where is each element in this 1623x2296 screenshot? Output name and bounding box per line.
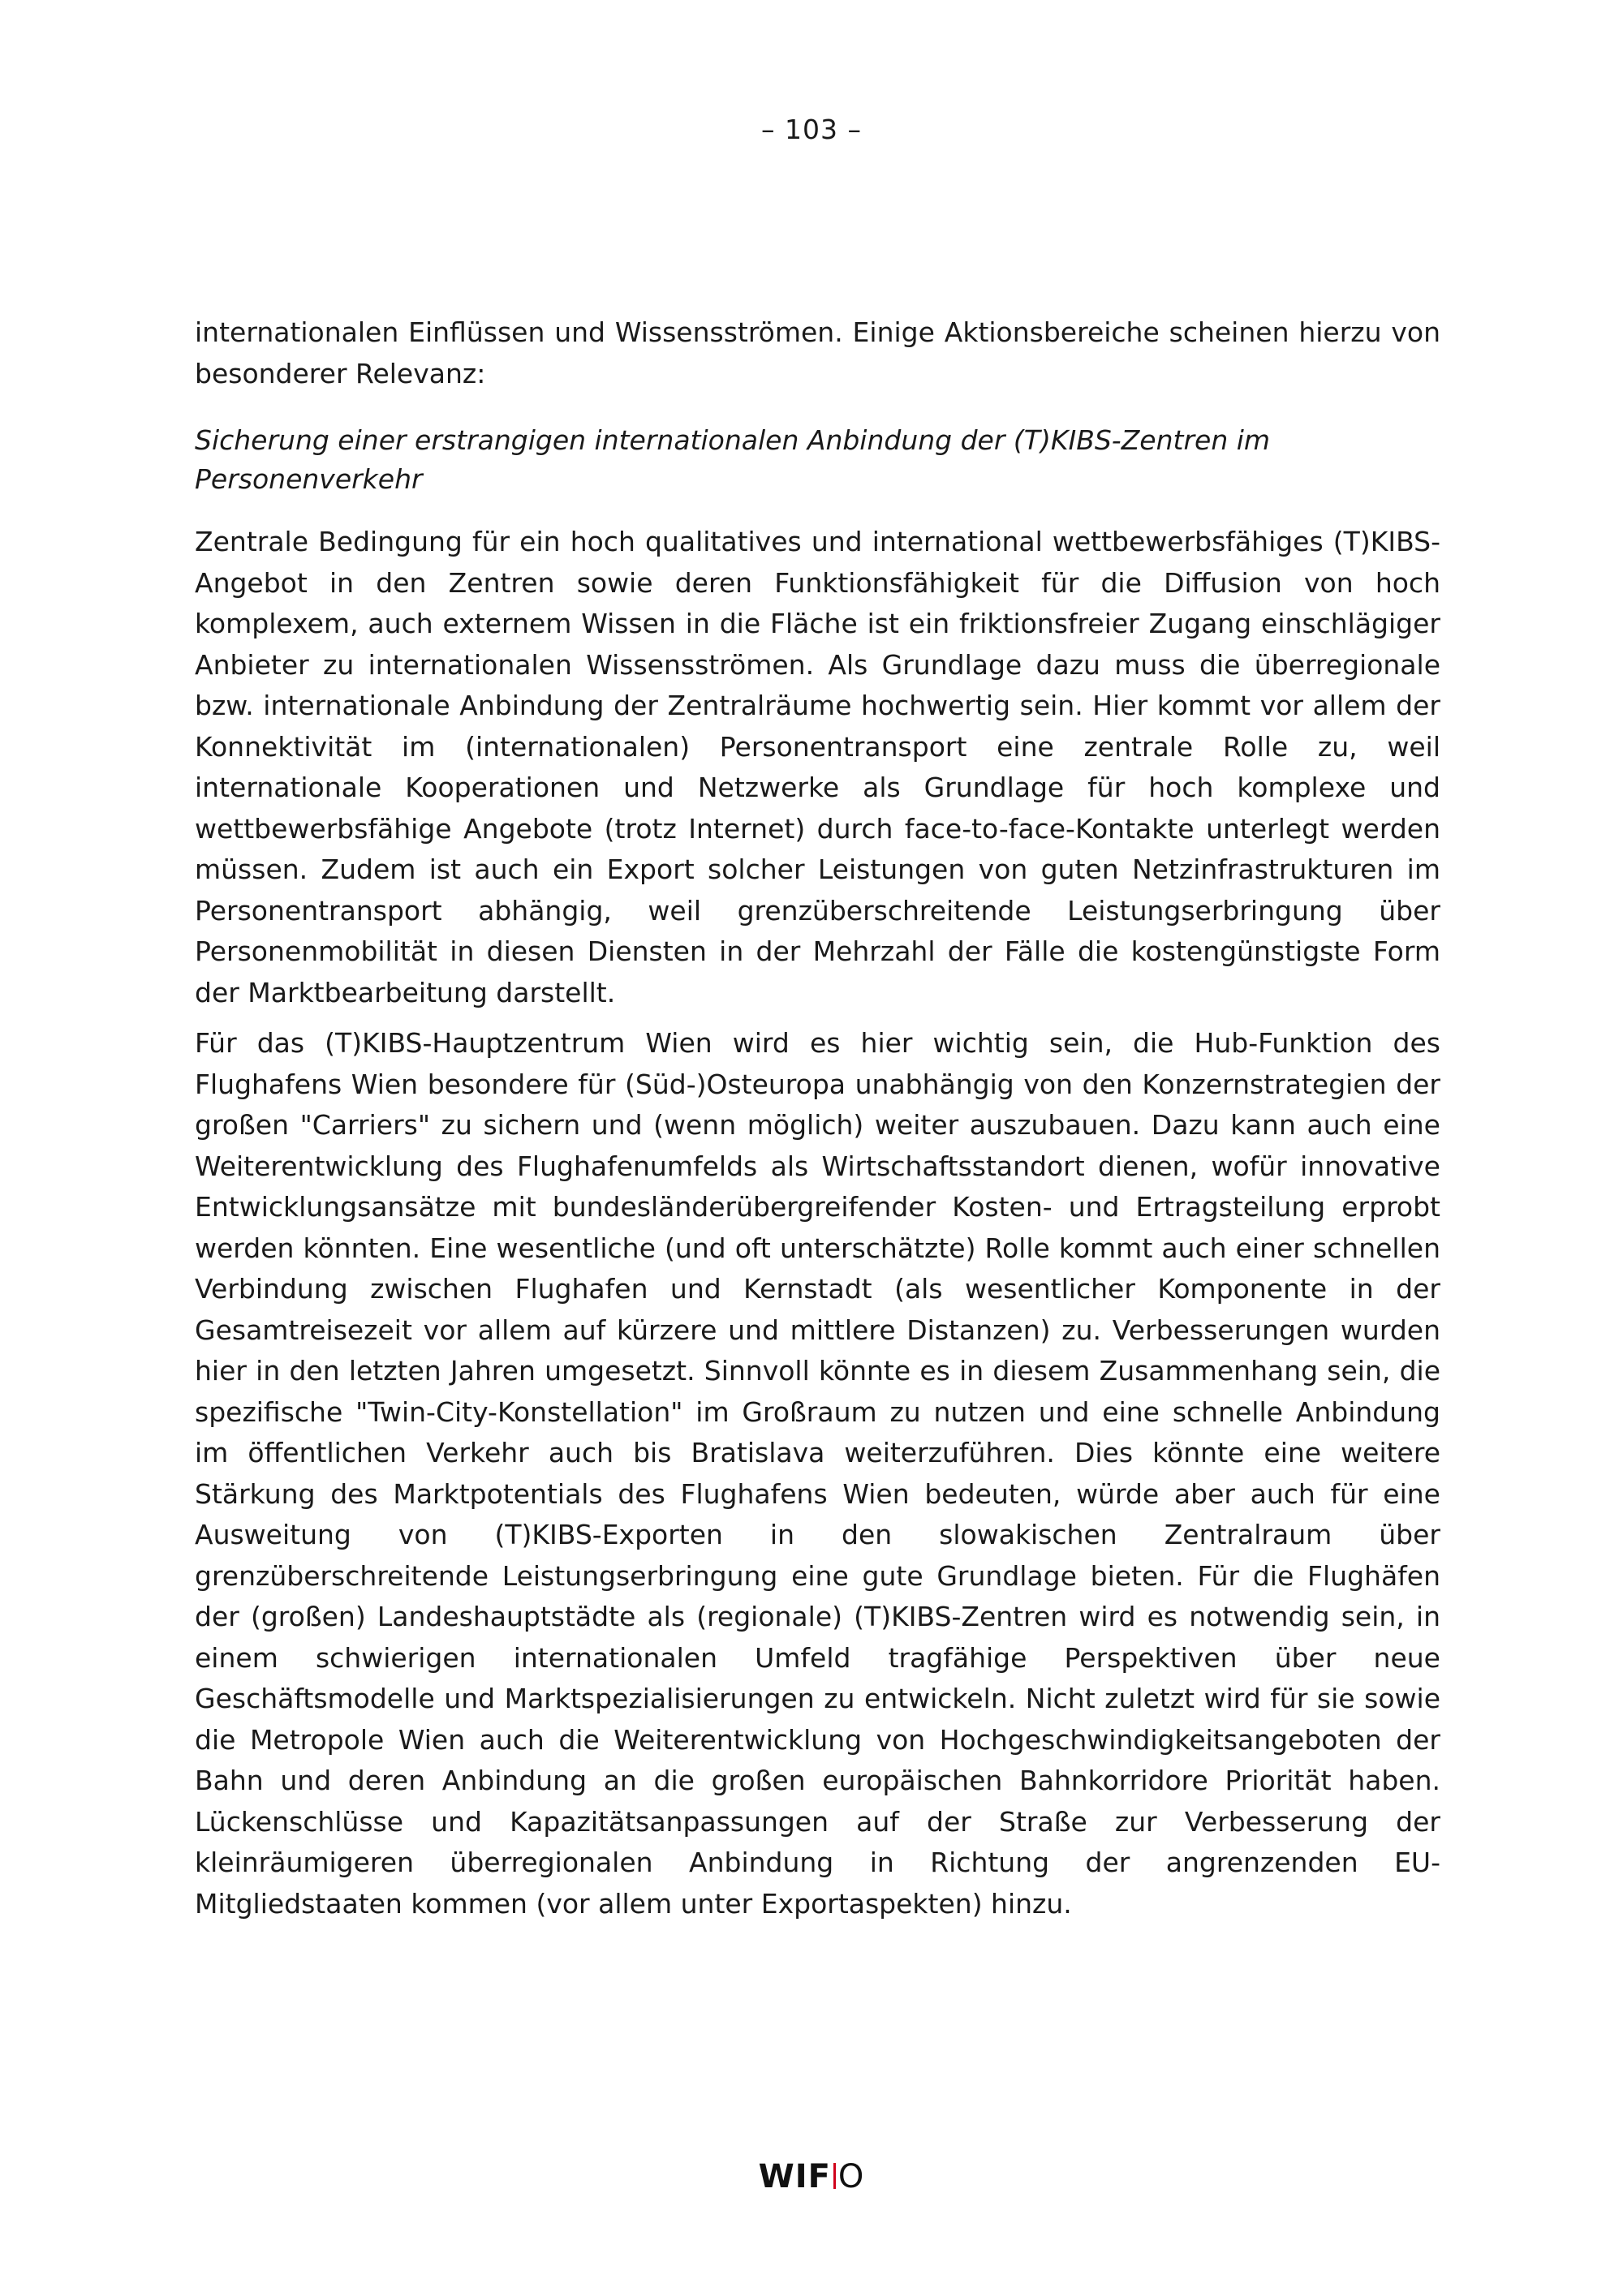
section-heading: Sicherung einer erstrangigen internationalen Anbindung der (T)KIBS-Zentren im Personenverkehr (195, 424, 1271, 495)
document-body (195, 312, 1440, 1924)
wifo-logo-left: WIF (758, 2158, 831, 2195)
intro-paragraph: internationalen Einflüssen und Wissensströmen. Einige Aktionsbereiche scheinen hierzu von besonderer Relevanz: (195, 316, 1440, 389)
wifo-logo-right: O (837, 2158, 865, 2195)
wifo-logo (0, 2158, 1623, 2195)
body-paragraph-1: Zentrale Bedingung für ein hoch qualitatives und international wettbewerbsfähiges (T)KIBS-Angebot in den Zentren sowie deren Funktionsfähigkeit für die Diffusion von hoch komplexem, auch externem Wissen in die Fläche ist ein friktionsfreier Zugang einschlägiger Anbieter zu internationalen Wissensströmen. Als Grundlage dazu muss die überregionale bzw. internationale Anbindung der Zentralräume hochwertig sein. Hier kommt vor allem der Konnektivität im (internationalen) Personentransport eine zentrale Rolle zu, weil internationale Kooperationen und Netzwerke als Grundlage für hoch komplexe und wettbewerbsfähige Angebote (trotz Internet) durch face-to-face-Kontakte unterlegt werden müssen. Zudem ist auch ein Export solcher Leistungen von guten Netzinfrastrukturen im Personentransport abhängig, weil grenzüberschreitende Leistungserbringung über Personenmobilität in diesen Diensten in der Mehrzahl der Fälle die kostengünstigste Form der Marktbearbeitung darstellt. (195, 526, 1440, 1008)
page-number: – 103 – (761, 114, 862, 145)
wifo-logo-separator (833, 2163, 836, 2189)
body-paragraph-2: Für das (T)KIBS-Hauptzentrum Wien wird es hier wichtig sein, die Hub-Funktion des Flughafens Wien besondere für (Süd-)Osteuropa unabhängig von den Konzernstrategien der großen "Carriers" zu sichern und (wenn möglich) weiter auszubauen. Dazu kann auch eine Weiterentwicklung des Flughafenumfelds als Wirtschaftsstandort dienen, wofür innovative Entwicklungsansätze mit bundesländerübergreifender Kosten- und Ertragsteilung erprobt werden könnten. Eine wesentliche (und oft unterschätzte) Rolle kommt auch einer schnellen Verbindung zwischen Flughafen und Kernstadt (als wesentlicher Komponente in der Gesamtreisezeit vor allem auf kürzere und mittlere Distanzen) zu. Verbesserungen wurden hier in den letzten Jahren umgesetzt. Sinnvoll könnte es in diesem Zusammenhang sein, die spezifische "Twin-City-Konstellation" im Großraum zu nutzen und eine schnelle Anbindung im öffentlichen Verkehr auch bis Bratislava weiterzuführen. Dies könnte eine weitere Stärkung des Marktpotentials des Flughafens Wien bedeuten, würde aber auch für eine Ausweitung von (T)KIBS-Exporten in den slowakischen Zentralraum über grenzüberschreitende Leistungserbringung eine gute Grundlage bieten. Für die Flughäfen der (großen) Landeshauptstädte als (regionale) (T)KIBS-Zentren wird es notwendig sein, in einem schwierigen internationalen Umfeld tragfähige Perspektiven über neue Geschäftsmodelle und Marktspezialisierungen zu entwickeln. Nicht zuletzt wird für sie sowie die Metropole Wien auch die Weiterentwicklung von Hochgeschwindigkeitsangeboten der Bahn und deren Anbindung an die großen europäischen Bahnkorridore Priorität haben. Lückenschlüsse und Kapazitätsanpassungen auf der Straße zur Verbesserung der kleinräumigeren überregionalen Anbindung in Richtung der angrenzenden EU-Mitgliedstaaten kommen (vor allem unter Exportaspekten) hinzu. (195, 1027, 1440, 1920)
